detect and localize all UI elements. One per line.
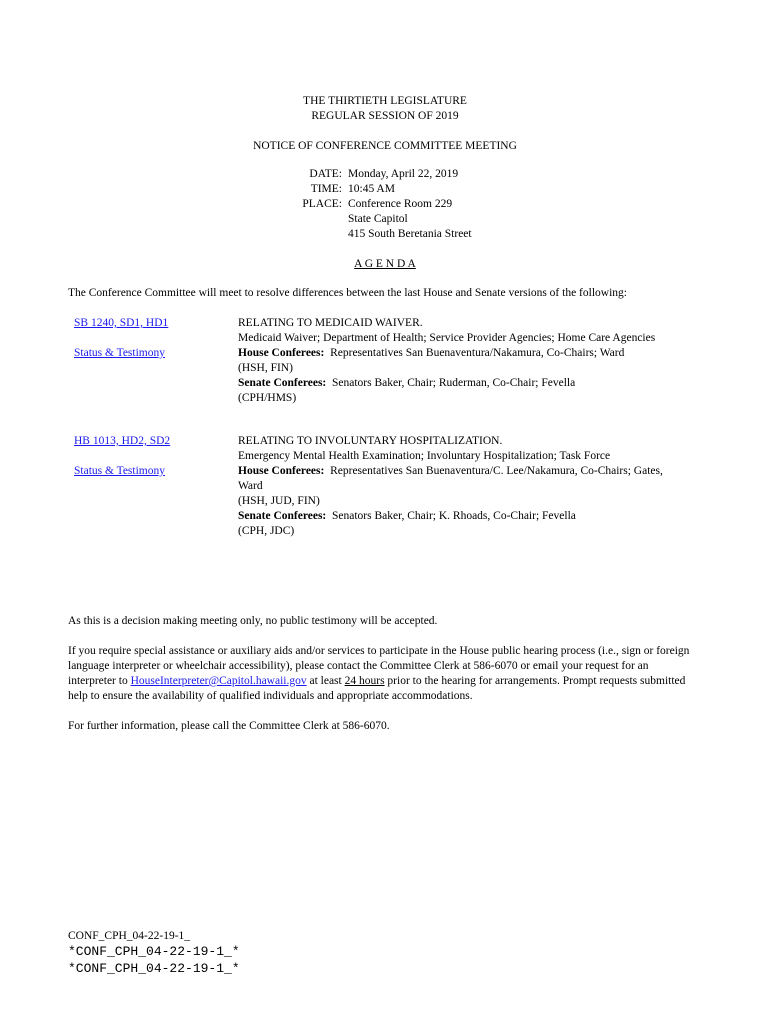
bill-link[interactable]: SB 1240, SD1, HD1 (74, 317, 169, 329)
bill-link[interactable]: HB 1013, HD2, SD2 (74, 435, 171, 447)
agenda-title: A G E N D A (354, 258, 416, 270)
document-code: CONF_CPH_04-22-19-1_ (68, 930, 191, 942)
status-testimony-link[interactable]: Status & Testimony (74, 347, 165, 359)
time-label: TIME: (310, 183, 342, 195)
place-value (348, 197, 472, 242)
senate-conferees-label: Senate Conferees: (238, 510, 327, 522)
place-line: State Capitol (348, 213, 408, 225)
house-conferees-label: House Conferees: (238, 465, 325, 477)
place-line: Conference Room 229 (348, 198, 453, 210)
barcode-text: *CONF_CPH_04-22-19-1_* (68, 961, 240, 976)
senate-conferees: Senate Conferees: Senators Baker, Chair; Ruderman, Co-Chair; Fevella (238, 377, 576, 389)
house-conferees-label: House Conferees: (238, 347, 325, 359)
date-value: Monday, April 22, 2019 (348, 168, 459, 180)
house-conferees: House Conferees: Representatives San Buenaventura/C. Lee/Nakamura, Co-Chairs; Gates, Ward (238, 465, 663, 492)
house-committees: (HSH, FIN) (238, 362, 293, 374)
item-title: RELATING TO INVOLUNTARY HOSPITALIZATION. (238, 435, 503, 447)
time-row (284, 182, 472, 197)
interpreter-email-link[interactable]: HouseInterpreter@Capitol.hawaii.gov (130, 675, 307, 687)
senate-committees: (CPH, JDC) (238, 525, 295, 537)
senate-committees: (CPH/HMS) (238, 392, 297, 404)
senate-conferees-label: Senate Conferees: (238, 377, 327, 389)
house-committees: (HSH, JUD, FIN) (238, 495, 320, 507)
item-details (238, 434, 668, 539)
date-row (284, 167, 472, 182)
legislature-title: THE THIRTIETH LEGISLATURE (303, 95, 467, 107)
status-testimony-link[interactable]: Status & Testimony (74, 465, 165, 477)
place-row (284, 197, 472, 242)
intro-text: The Conference Committee will meet to resolve differences between the last House and Senate versions of the following: (68, 287, 627, 299)
item-links (74, 434, 234, 479)
item-details (238, 316, 668, 406)
place-line: 415 South Beretania Street (348, 228, 472, 240)
place-label: PLACE: (302, 198, 342, 210)
hours-notice: 24 hours (344, 675, 385, 687)
agenda-item (68, 434, 708, 544)
no-testimony-notice: As this is a decision making meeting only, no public testimony will be accepted. (68, 615, 438, 627)
notice-title: NOTICE OF CONFERENCE COMMITTEE MEETING (253, 140, 517, 152)
date-label: DATE: (309, 168, 342, 180)
meeting-details (284, 167, 472, 242)
house-conferees: House Conferees: Representatives San Buenaventura/Nakamura, Co-Chairs; Ward (238, 347, 625, 359)
item-description: Medicaid Waiver; Department of Health; Service Provider Agencies; Home Care Agencies (238, 332, 656, 344)
time-value: 10:45 AM (348, 183, 395, 195)
item-links (74, 316, 234, 361)
session-title: REGULAR SESSION OF 2019 (311, 110, 459, 122)
barcode-text: *CONF_CPH_04-22-19-1_* (68, 944, 240, 959)
item-title: RELATING TO MEDICAID WAIVER. (238, 317, 423, 329)
further-info: For further information, please call the Committee Clerk at 586-6070. (68, 720, 390, 732)
agenda-item (68, 316, 708, 426)
senate-conferees: Senate Conferees: Senators Baker, Chair; K. Rhoads, Co-Chair; Fevella (238, 510, 576, 522)
assistance-paragraph: If you require special assistance or auxiliary aids and/or services to participate in the House public hearing process (i.e., sign or foreign language interpreter or wheelchair accessibility), please contact the Committee Clerk at 586-6070 or email your request for an interpreter to HouseInterpreter@Capitol.hawaii.gov at least 24 hours prior to the hearing for arrangements. Prompt requests submitted help to ensure the availability of qualified individuals and appropriate accommodations. (68, 645, 690, 702)
item-description: Emergency Mental Health Examination; Involuntary Hospitalization; Task Force (238, 450, 611, 462)
